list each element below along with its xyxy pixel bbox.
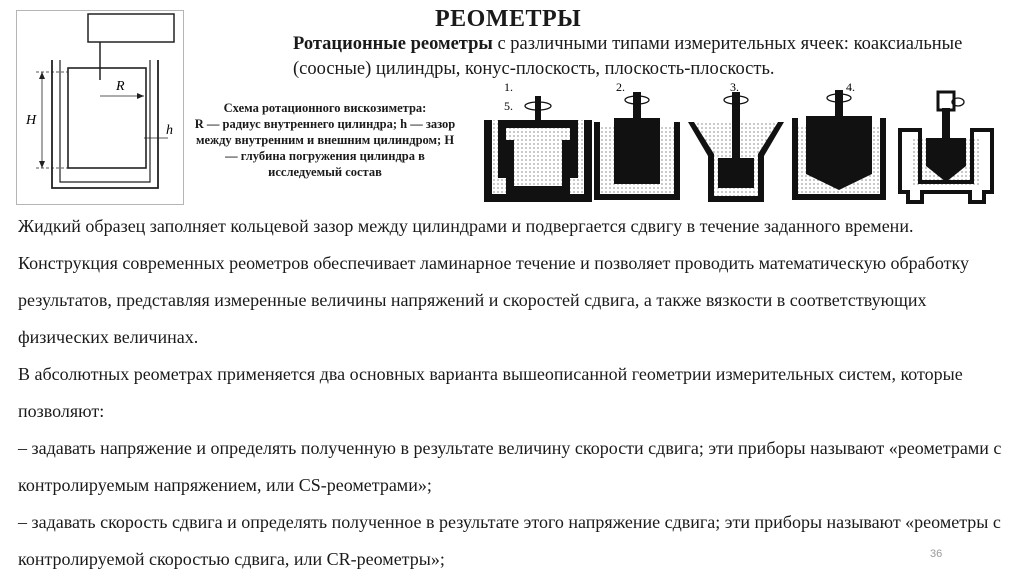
caption-rest: R — радиус внутреннего цилиндра; h — зазор между внутренним и внешним цилиндром; H — глубина погружения цилиндра в исследуемый состав [194, 117, 456, 179]
intro-bold: Ротационные реометры [293, 34, 493, 54]
diagram-caption [190, 100, 460, 180]
cell-label-5: 5. [504, 99, 513, 113]
paragraph-1: Жидкий образец заполняет кольцевой зазор между цилиндрами и подвергается сдвигу в течение заданного времени. Конструкция современных реометров обеспечивает ламинарное течение и позволяет проводить математическую обработку результатов, представляя измеренные величины напряжений и скоростей сдвига, а также вязкости в соответствующих физических величинах. [18, 216, 969, 347]
cell-label-2: 2. [616, 82, 625, 94]
label-h: h [166, 123, 173, 138]
viscometer-schematic [16, 10, 184, 205]
paragraph-4: – задавать скорость сдвига и определять полученное в результате этого напряжение сдвига; эти приборы называют «реометры с контролируемой скоростью сдвига, или CR-реометры»; [18, 512, 1001, 569]
label-H: H [26, 113, 37, 128]
paragraph-3: – задавать напряжение и определять полученную в результате величину скорости сдвига; эти приборы называют «реометрами с контролируемым напряжением, или CS-реометрами»; [18, 438, 1002, 495]
body-text [18, 208, 1013, 578]
cell-double-gap [484, 96, 592, 202]
cell-coaxial-cylinders [594, 92, 680, 200]
cell-label-1: 1. [504, 82, 513, 94]
drive-box [88, 14, 174, 42]
cell-ring [900, 92, 992, 202]
measuring-cells-diagram [480, 82, 1005, 206]
label-R: R [116, 79, 125, 94]
cell-label-4: 4. [846, 82, 855, 94]
intro-rest: с различными типами измерительных ячеек: коаксиальные (соосные) цилиндры, конус-плоскость, плоскость-плоскость. [293, 34, 963, 79]
cell-conical [688, 92, 784, 202]
intro-text [293, 32, 1013, 82]
caption-line1: Схема ротационного вискозиметра: [223, 101, 427, 115]
paragraph-2: В абсолютных реометрах применяется два основных варианта вышеописанной геометрии измерительных систем, которые позволяют: [18, 364, 963, 421]
cell-cone-bob [792, 90, 886, 200]
slide-title: РЕОМЕТРЫ [435, 6, 582, 32]
page-number: 36 [930, 548, 943, 560]
cell-label-3: 3. [730, 82, 739, 94]
